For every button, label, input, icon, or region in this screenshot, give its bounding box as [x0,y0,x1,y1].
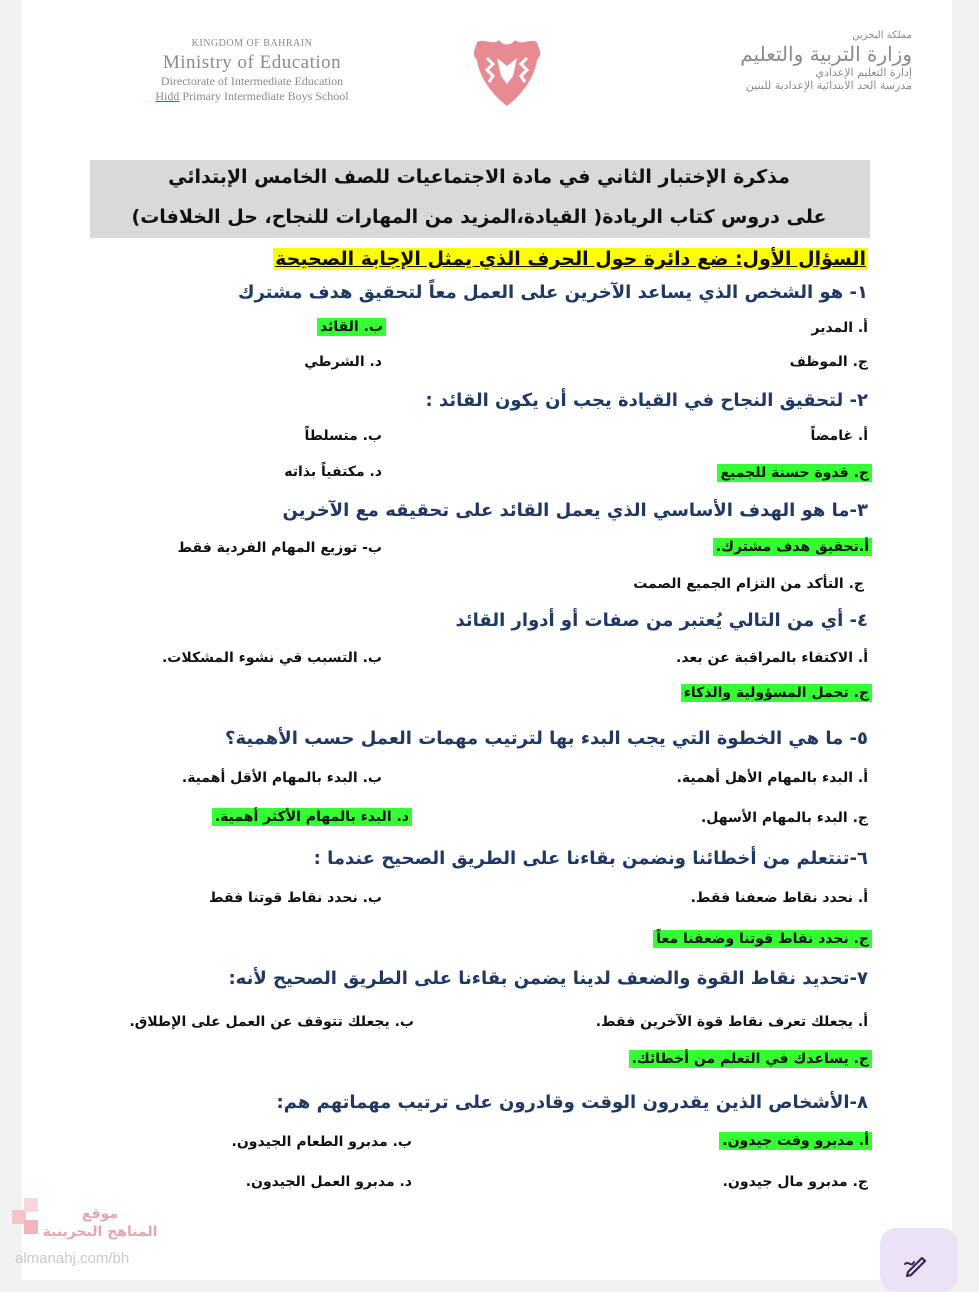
q6-option-c: ج. نحدد نقاط قوتنا وضعفنا معاً [653,930,872,948]
watermark-line-2: المناهج البحرينية [42,1223,158,1240]
bahrain-emblem-icon [457,36,557,110]
header-ar-ministry: وزارة التربية والتعليم [740,42,912,66]
pen-scribble-icon [902,1250,930,1278]
header-en-school-rest: Primary Intermediate Boys School [179,89,349,104]
watermark-line-1: موقع [81,1206,119,1222]
q8-option-d: د. مدبرو العمل الجيدون. [245,1174,412,1190]
q5-option-c: ج. البدء بالمهام الأسهل. [700,810,868,826]
question-4: ٤- أي من التالي يُعتبر من صفات أو أدوار القائد [455,610,868,631]
header-en-school [102,89,402,104]
question-1: ١- هو الشخص الذي يساعد الآخرين على العمل معاً لتحقيق هدف مشترك [237,282,868,303]
q4-option-c: ج. تحمل المسؤولية والذكاء [681,684,872,702]
header-ar-kingdom: مملكة البحرين [852,30,912,41]
question-5: ٥- ما هي الخطوة التي يجب البدء بها لترتيب مهمات العمل حسب الأهمية؟ [225,728,868,749]
edit-button[interactable] [880,1228,958,1292]
header-english [102,38,402,104]
watermark-url: almanahj.com/bh [15,1250,130,1267]
header-en-school-hidd: Hidd [155,89,180,104]
q1-option-a: أ. المدير [811,320,868,336]
q4-option-b: ب. التسبب في نشوء المشكلات. [161,650,382,666]
question-3: ٣-ما هو الهدف الأساسي الذي يعمل القائد على تحقيقه مع الآخرين [282,500,868,521]
q8-option-a: أ. مدبرو وقت جيدون. [719,1132,872,1150]
header-en-directorate: Directorate of Intermediate Education [160,74,344,89]
header-en-ministry: Ministry of Education [162,51,342,73]
header-arabic [682,30,912,92]
title-line-1: مذكرة الإختبار الثاني في مادة الاجتماعيات للصف الخامس الإبتدائي [168,166,790,188]
q1-option-c: ج. الموظف [789,354,868,370]
header-ar-school: مدرسة الحد الابتدائية الإعدادية للبنين [745,79,912,93]
section-heading: السؤال الأول: ضع دائرة حول الحرف الذي يمثل الإجابة الصحيحة [275,248,866,270]
q7-option-a: أ. يجعلك تعرف نقاط قوة الآخرين فقط. [595,1014,868,1030]
q1-option-d: د. الشرطي [304,354,382,370]
q5-option-a: أ. البدء بالمهام الأهل أهمية. [676,770,868,786]
q5-option-b: ب. البدء بالمهام الأقل أهمية. [181,770,382,786]
watermark-site-name [40,1206,160,1241]
header-ar-directorate: إدارة التعليم الإعدادي [815,66,912,79]
question-6: ٦-تنتعلم من أخطائنا ونضمن بقاءنا على الطريق الصحيح عندما : [313,848,868,869]
q8-option-c: ج. مدبرو مال جيدون. [722,1174,868,1190]
q3-option-a: أ.تحقيق هدف مشترك. [713,538,872,556]
q6-option-b: ب. نحدد نقاط قوتنا فقط [208,890,382,906]
q7-option-c: ج. يساعدك في التعلم من أخطائك. [629,1050,872,1068]
q3-option-c: ج. التأكد من التزام الجميع الصمت [633,576,864,592]
q2-option-c: ج. قدوة حسنة للجميع [717,464,872,482]
q2-option-a: أ. غامضاً [810,428,868,444]
header-en-kingdom: KINGDOM OF BAHRAIN [191,38,313,49]
q3-option-b: ب- توزيع المهام الفردية فقط [177,540,382,556]
q6-option-a: أ. نحدد نقاط ضعفنا فقط. [690,890,868,906]
question-8: ٨-الأشخاص الذين يقدرون الوقت وقادرون على ترتيب مهماتهم هم: [276,1092,868,1113]
q4-option-a: أ. الاكتفاء بالمراقبة عن بعد. [676,650,868,666]
q2-option-b: ب. متسلطاً [304,428,382,444]
document-page [22,0,952,1280]
question-7: ٧-تحديد نقاط القوة والضعف لدينا يضمن بقاءنا على الطريق الصحيح لأنه: [228,968,868,989]
question-2: ٢- لتحقيق النجاح في القيادة يجب أن يكون القائد : [425,390,868,411]
q2-option-d: د. مكتفياً بذاته [284,464,382,480]
title-line-2: على دروس كتاب الريادة( القيادة،المزيد من المهارات للنجاح، حل الخلافات) [131,206,827,228]
q7-option-b: ب. يجعلك تتوقف عن العمل على الإطلاق. [129,1014,414,1030]
q8-option-b: ب. مدبرو الطعام الجيدون. [231,1134,412,1150]
q1-option-b: ب. القائد [317,318,386,336]
title-box [90,160,870,238]
q5-option-d: د. البدء بالمهام الأكثر أهمية. [212,808,412,826]
